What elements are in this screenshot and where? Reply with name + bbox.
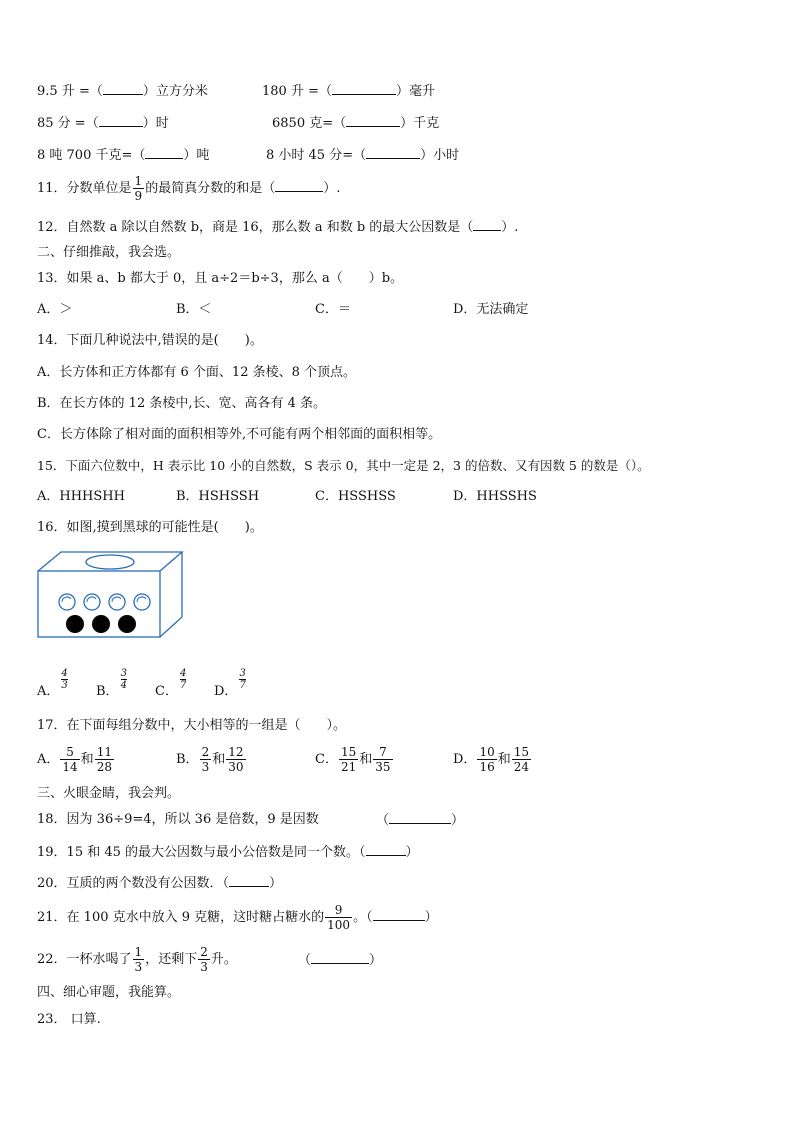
question-19: 19．15 和 45 的最大公因数与最小公倍数是同一个数。（ ） bbox=[37, 845, 419, 860]
black-balls bbox=[66, 615, 136, 633]
fraction: $\frac{1}{3}$ bbox=[134, 945, 143, 974]
q13-option-b[interactable]: B．＜ bbox=[176, 302, 212, 317]
conversion-2: 180 升 =（ ）毫升 bbox=[262, 84, 435, 99]
q15-option-d[interactable]: D．HHSSHS bbox=[453, 489, 537, 504]
conversion-5: 8 吨 700 千克=（ ）吨 bbox=[37, 148, 210, 163]
box-side bbox=[160, 552, 182, 637]
q22-answer: （ ） bbox=[298, 953, 383, 968]
question-14: 14．下面几种说法中,错误的是( )。 bbox=[37, 333, 263, 348]
answer-blank[interactable] bbox=[229, 874, 269, 887]
q16-option-b[interactable]: B． $\frac{3}{4}$ bbox=[96, 668, 127, 699]
section-title-2: 二、仔细推敲，我会选。 bbox=[37, 245, 181, 260]
answer-blank[interactable] bbox=[275, 179, 323, 192]
answer-blank[interactable] bbox=[99, 114, 143, 127]
question-17: 17．在下面每组分数中，大小相等的一组是（ ）。 bbox=[37, 718, 347, 733]
question-13: 13．如果 a、b 都大于 0，且 a÷2＝b÷3，那么 a（ ）b。 bbox=[37, 271, 404, 286]
conversion-4: 6850 克=（ ）千克 bbox=[272, 116, 440, 131]
conversion-1: 9.5 升 =（ ）立方分米 bbox=[37, 84, 208, 99]
white-balls bbox=[59, 594, 150, 610]
black-ball bbox=[118, 615, 136, 633]
answer-blank[interactable] bbox=[346, 114, 400, 127]
fraction: $\frac{2}{3}$ bbox=[200, 945, 208, 974]
q14-option-b[interactable]: B．在长方体的 12 条棱中,长、宽、高各有 4 条。 bbox=[37, 396, 327, 411]
q13-option-d[interactable]: D．无法确定 bbox=[453, 302, 529, 317]
q16-option-a[interactable]: A． $\frac{4}{3}$ bbox=[37, 668, 68, 699]
black-ball bbox=[92, 615, 110, 633]
question-12: 12．自然数 a 除以自然数 b，商是 16，那么数 a 和数 b 的最大公因数是（ ）. bbox=[37, 220, 519, 235]
q15-option-a[interactable]: A．HHHSHH bbox=[37, 489, 125, 504]
q14-option-a[interactable]: A．长方体和正方体都有 6 个面、12 条棱、8 个顶点。 bbox=[37, 365, 357, 380]
q16-option-d[interactable]: D． $\frac{3}{7}$ bbox=[214, 668, 246, 699]
question-20: 20．互质的两个数没有公因数．（ ） bbox=[37, 876, 283, 891]
question-23: 23． 口算. bbox=[37, 1012, 101, 1027]
q15-option-b[interactable]: B．HSHSSH bbox=[176, 489, 260, 504]
fraction: $\frac{9}{100}$ bbox=[327, 903, 351, 932]
q16-option-c[interactable]: C． $\frac{4}{7}$ bbox=[155, 668, 187, 699]
question-22: 22．一杯水喝了 $\frac{1}{3}$ ，还剩下 $\frac{2}{3}$ 升。 bbox=[37, 945, 237, 974]
question-15: 15．下面六位数中，H 表示比 10 小的自然数，S 表示 0，其中一定是 2，3 的倍数、又有因数 5 的数是（）。 bbox=[37, 458, 650, 473]
black-ball bbox=[66, 615, 84, 633]
q14-option-c[interactable]: C．长方体除了相对面的面积相等外,不可能有两个相邻面的面积相等。 bbox=[37, 427, 442, 442]
question-21: 21．在 100 克水中放入 9 克糖，这时糖占糖水的 $\frac{9}{100}$ 。（ ） bbox=[37, 903, 438, 932]
q17-option-c[interactable]: C． $\frac{15}{21}$ 和 $\frac{7}{35}$ bbox=[315, 745, 391, 774]
section-title-3: 三、火眼金睛，我会判。 bbox=[37, 786, 181, 801]
answer-blank[interactable] bbox=[366, 843, 406, 856]
q18-answer: （ ） bbox=[376, 813, 465, 828]
answer-blank[interactable] bbox=[473, 218, 501, 231]
question-18: 18．因为 36÷9=4，所以 36 是倍数，9 是因数 bbox=[37, 812, 319, 827]
fraction: $\frac{1}{9}$ bbox=[134, 174, 143, 203]
q13-option-c[interactable]: C．＝ bbox=[315, 302, 351, 317]
answer-blank[interactable] bbox=[366, 146, 420, 159]
white-ball bbox=[84, 594, 100, 610]
white-ball bbox=[59, 594, 75, 610]
q17-option-b[interactable]: B． $\frac{2}{3}$ 和 $\frac{12}{30}$ bbox=[176, 745, 244, 774]
q13-option-a[interactable]: A．＞ bbox=[37, 302, 73, 317]
answer-blank[interactable] bbox=[145, 146, 183, 159]
ball-box-figure bbox=[36, 549, 186, 641]
white-ball bbox=[134, 594, 150, 610]
q17-option-d[interactable]: D． $\frac{10}{16}$ 和 $\frac{15}{24}$ bbox=[453, 745, 530, 774]
answer-blank[interactable] bbox=[311, 951, 369, 964]
box-opening bbox=[86, 555, 134, 569]
answer-blank[interactable] bbox=[332, 82, 396, 95]
conversion-3: 85 分 =（ ）时 bbox=[37, 116, 169, 131]
answer-blank[interactable] bbox=[373, 908, 425, 921]
q15-option-c[interactable]: C．HSSHSS bbox=[315, 489, 396, 504]
answer-blank[interactable] bbox=[389, 811, 451, 824]
answer-blank[interactable] bbox=[103, 82, 143, 95]
q17-option-a[interactable]: A． $\frac{5}{14}$ 和 $\frac{11}{28}$ bbox=[37, 745, 112, 774]
section-title-4: 四、细心审题，我能算。 bbox=[37, 985, 181, 1000]
question-11: 11．分数单位是 $\frac{1}{9}$ 的最简真分数的和是（ ）. bbox=[37, 174, 341, 203]
question-16: 16．如图,摸到黑球的可能性是( )。 bbox=[37, 520, 263, 535]
white-ball bbox=[109, 594, 125, 610]
conversion-6: 8 小时 45 分=（ ）小时 bbox=[266, 148, 460, 163]
